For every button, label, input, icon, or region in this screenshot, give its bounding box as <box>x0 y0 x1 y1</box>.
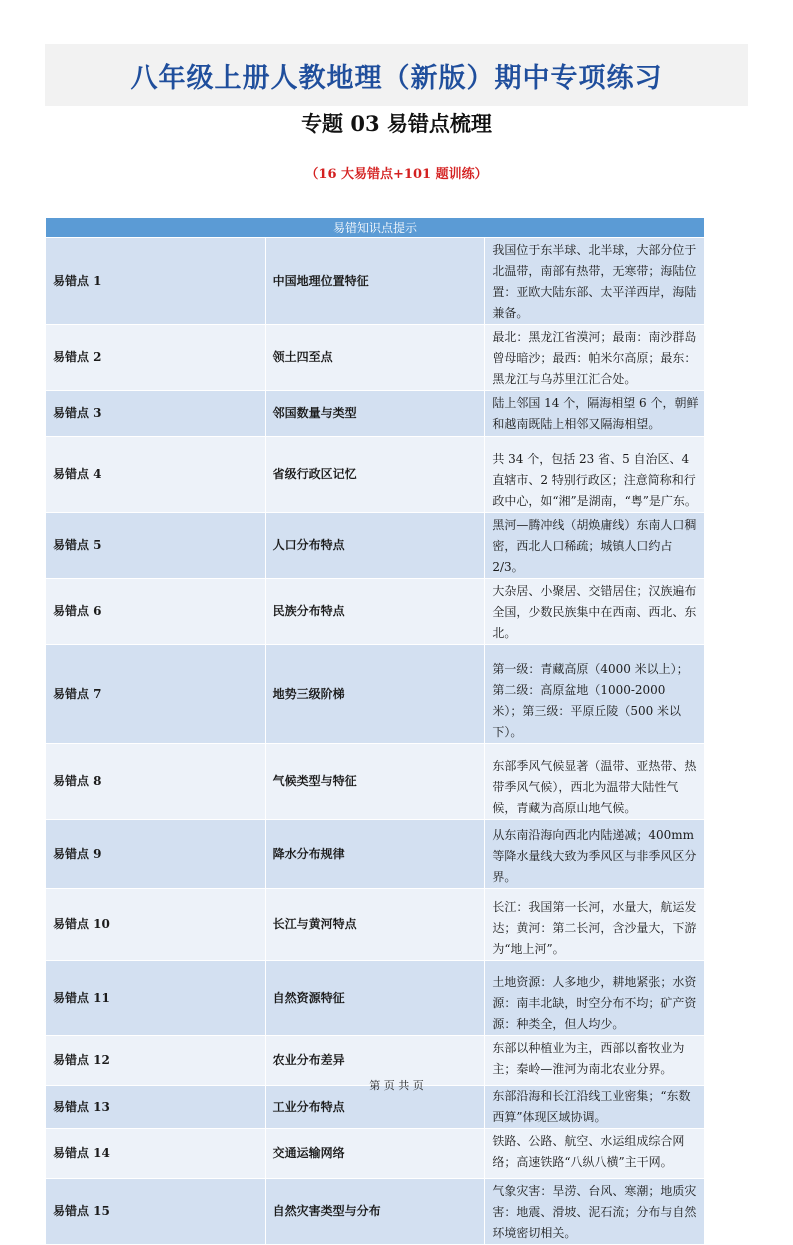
row-detail: 东部以种植业为主，西部以畜牧业为主；秦岭—淮河为南北农业分界。 <box>485 1036 705 1086</box>
row-detail: 东部季风气候显著（温带、亚热带、热带季风气候），西北为温带大陆性气候，青藏为高原山地气候。 <box>485 744 705 820</box>
section-title: 专题 03 易错点梳理 <box>301 111 492 136</box>
row-id: 易错点 12 <box>46 1036 266 1086</box>
row-detail: 气象灾害：旱涝、台风、寒潮；地质灾害：地震、滑坡、泥石流；分布与自然环境密切相关。 <box>485 1179 705 1245</box>
row-id: 易错点 11 <box>46 961 266 1036</box>
row-topic: 民族分布特点 <box>265 579 485 645</box>
row-detail: 从东南沿海向西北内陆递减；400mm 等降水量线大致为季风区与非季风区分界。 <box>485 820 705 889</box>
row-detail: 铁路、公路、航空、水运组成综合网络；高速铁路“八纵八横”主干网。 <box>485 1129 705 1179</box>
row-detail: 东部沿海和长江沿线工业密集；“东数西算”体现区域协调。 <box>485 1086 705 1129</box>
row-id: 易错点 1 <box>46 238 266 325</box>
row-detail: 长江：我国第一长河，水量大，航运发达；黄河：第二长河，含沙量大，下游为“地上河”。 <box>485 889 705 961</box>
table-row <box>46 437 705 513</box>
row-topic: 自然灾害类型与分布 <box>265 1179 485 1245</box>
row-topic: 交通运输网络 <box>265 1129 485 1179</box>
row-id: 易错点 10 <box>46 889 266 961</box>
row-topic: 工业分布特点 <box>265 1086 485 1129</box>
row-topic: 邻国数量与类型 <box>265 391 485 437</box>
table-row <box>46 889 705 961</box>
row-topic: 地势三级阶梯 <box>265 645 485 744</box>
table-row <box>46 1129 705 1179</box>
page-footer: 第 页 共 页 <box>369 1079 424 1092</box>
table-row <box>46 744 705 820</box>
row-detail: 共 34 个，包括 23 省、5 自治区、4 直辖市、2 特别行政区；注意简称和行政中心，如“湘”是湖南，“粤”是广东。 <box>485 437 705 513</box>
table-row <box>46 1179 705 1245</box>
table-row <box>46 820 705 889</box>
row-topic: 省级行政区记忆 <box>265 437 485 513</box>
row-id: 易错点 13 <box>46 1086 266 1129</box>
row-detail: 陆上邻国 14 个，隔海相望 6 个，朝鲜和越南既陆上相邻又隔海相望。 <box>485 391 705 437</box>
row-id: 易错点 8 <box>46 744 266 820</box>
row-id: 易错点 15 <box>46 1179 266 1245</box>
row-id: 易错点 9 <box>46 820 266 889</box>
row-detail: 黑河—腾冲线（胡焕庸线）东南人口稠密，西北人口稀疏；城镇人口约占 2/3。 <box>485 513 705 579</box>
row-topic: 人口分布特点 <box>265 513 485 579</box>
row-detail: 最北：黑龙江省漠河；最南：南沙群岛曾母暗沙；最西：帕米尔高原；最东：黑龙江与乌苏里江汇合处。 <box>485 325 705 391</box>
row-id: 易错点 5 <box>46 513 266 579</box>
section-tagline: （16 大易错点+101 题训练） <box>305 167 488 182</box>
row-topic: 农业分布差异 <box>265 1036 485 1086</box>
row-topic: 降水分布规律 <box>265 820 485 889</box>
row-topic: 中国地理位置特征 <box>265 238 485 325</box>
table-row <box>46 579 705 645</box>
row-topic: 领土四至点 <box>265 325 485 391</box>
table-row <box>46 238 705 325</box>
row-topic: 气候类型与特征 <box>265 744 485 820</box>
table-row <box>46 391 705 437</box>
row-detail: 土地资源：人多地少，耕地紧张；水资源：南丰北缺，时空分布不均；矿产资源：种类全，但人均少。 <box>485 961 705 1036</box>
table-row <box>46 325 705 391</box>
row-detail: 大杂居、小聚居、交错居住；汉族遍布全国，少数民族集中在西南、西北、东北。 <box>485 579 705 645</box>
row-id: 易错点 7 <box>46 645 266 744</box>
row-detail: 第一级：青藏高原（4000 米以上）；第二级：高原盆地（1000-2000 米）；第三级：平原丘陵（500 米以下）。 <box>485 645 705 744</box>
title-banner <box>45 44 748 106</box>
table-row <box>46 513 705 579</box>
row-detail: 我国位于东半球、北半球，大部分位于北温带，南部有热带，无寒带；海陆位置：亚欧大陆东部、太平洋西岸，海陆兼备。 <box>485 238 705 325</box>
row-id: 易错点 6 <box>46 579 266 645</box>
table-row <box>46 645 705 744</box>
table-heading: 易错知识点提示 <box>46 218 705 238</box>
row-topic: 长江与黄河特点 <box>265 889 485 961</box>
table-row <box>46 961 705 1036</box>
row-id: 易错点 3 <box>46 391 266 437</box>
row-id: 易错点 14 <box>46 1129 266 1179</box>
page-title: 八年级上册人教地理（新版）期中专项练习 <box>130 62 663 94</box>
row-id: 易错点 2 <box>46 325 266 391</box>
row-id: 易错点 4 <box>46 437 266 513</box>
row-topic: 自然资源特征 <box>265 961 485 1036</box>
table-header-row <box>46 218 705 238</box>
